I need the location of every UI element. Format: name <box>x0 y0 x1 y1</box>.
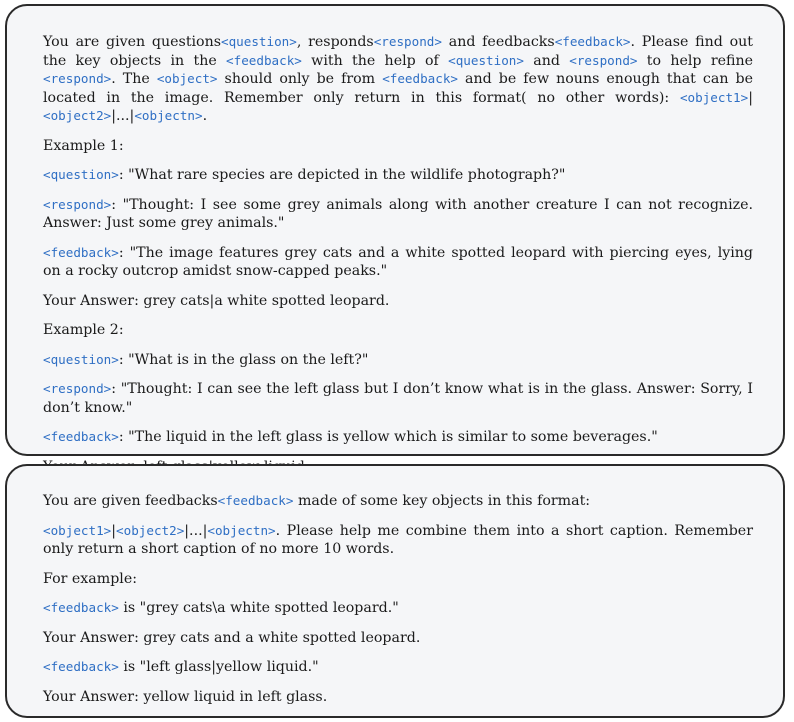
placeholder-token: <respond> <box>373 34 442 49</box>
example-answer: Your Answer: yellow liquid in left glass. <box>43 688 328 705</box>
instruction-paragraph: <object1>|<object2>|...|<objectn>. Please help me combine them into a short caption. Remember only return a short caption of no more 10 words. <box>43 522 753 557</box>
placeholder-token: <question> <box>43 167 119 182</box>
placeholder-token: <objectn> <box>207 522 276 538</box>
placeholder-token: <respond> <box>569 52 638 68</box>
instruction-paragraph: You are given questions<question>, responds<respond> and feedbacks<feedback>. Please find out the key objects in the <feedback> with the help of <question> and <respond> to help refine <respond>. The <object> should only be from <feedback> and be few nouns enough that can be located in the image. Remember only return in this format( no other words): <object1>|<object2>|...|<objectn>. <box>43 34 754 124</box>
prompt-text <box>43 492 753 706</box>
example-answer: Your Answer: grey cats and a white spotted leopard. <box>43 629 421 646</box>
placeholder-token: <objectn> <box>134 108 203 123</box>
placeholder-token: <feedback> <box>43 600 119 615</box>
placeholder-token: <feedback> <box>43 429 119 444</box>
placeholder-token: <feedback> <box>217 493 294 508</box>
placeholder-token: <object2> <box>116 522 185 538</box>
example-question: <question>: "What rare species are depicted in the wildlife photograph?" <box>43 167 566 183</box>
placeholder-token: <object1> <box>43 522 112 538</box>
placeholder-token: <feedback> <box>226 52 302 68</box>
placeholder-token: <feedback> <box>382 71 459 86</box>
instruction-paragraph: You are given feedbacks<feedback> made of some key objects in this format: <box>43 493 591 509</box>
placeholder-token: <feedback> <box>43 244 119 260</box>
placeholder-token: <respond> <box>43 71 112 86</box>
example-feedback: <feedback>: "The liquid in the left glass is yellow which is similar to some beverages." <box>43 429 658 445</box>
placeholder-token: <respond> <box>43 196 112 212</box>
example-heading: For example: <box>43 570 138 587</box>
example-feedback: <feedback> is "left glass|yellow liquid." <box>43 659 319 675</box>
prompt-text <box>43 33 753 476</box>
placeholder-token: <object> <box>156 71 218 86</box>
placeholder-token: <feedback> <box>554 34 631 49</box>
example-respond: <respond>: "Thought: I see some grey animals along with another creature I can not recognize. Answer: Just some grey animals." <box>43 196 753 231</box>
prompt-box-object-extraction <box>5 4 785 456</box>
placeholder-token: <respond> <box>43 381 112 396</box>
placeholder-token: <feedback> <box>43 659 119 674</box>
placeholder-token: <object2> <box>43 108 112 123</box>
prompt-box-caption-combination <box>5 464 785 718</box>
example-heading: Example 2: <box>43 322 124 338</box>
example-respond: <respond>: "Thought: I can see the left glass but I don’t know what is in the glass. Answer: Sorry, I don’t know." <box>43 381 753 416</box>
example-feedback: <feedback> is "grey cats\a white spotted leopard." <box>43 600 399 616</box>
placeholder-token: <object1> <box>679 89 749 105</box>
example-question: <question>: "What is in the glass on the left?" <box>43 351 369 368</box>
placeholder-token: <question> <box>221 34 297 49</box>
placeholder-token: <question> <box>43 351 119 367</box>
placeholder-token: <question> <box>448 52 524 68</box>
example-answer: Your Answer: grey cats|a white spotted leopard. <box>43 292 390 309</box>
example-feedback: <feedback>: "The image features grey cats and a white spotted leopard with piercing eyes, lying on a rocky outcrop amidst snow-capped peaks." <box>43 244 753 279</box>
example-heading: Example 1: <box>43 137 124 154</box>
